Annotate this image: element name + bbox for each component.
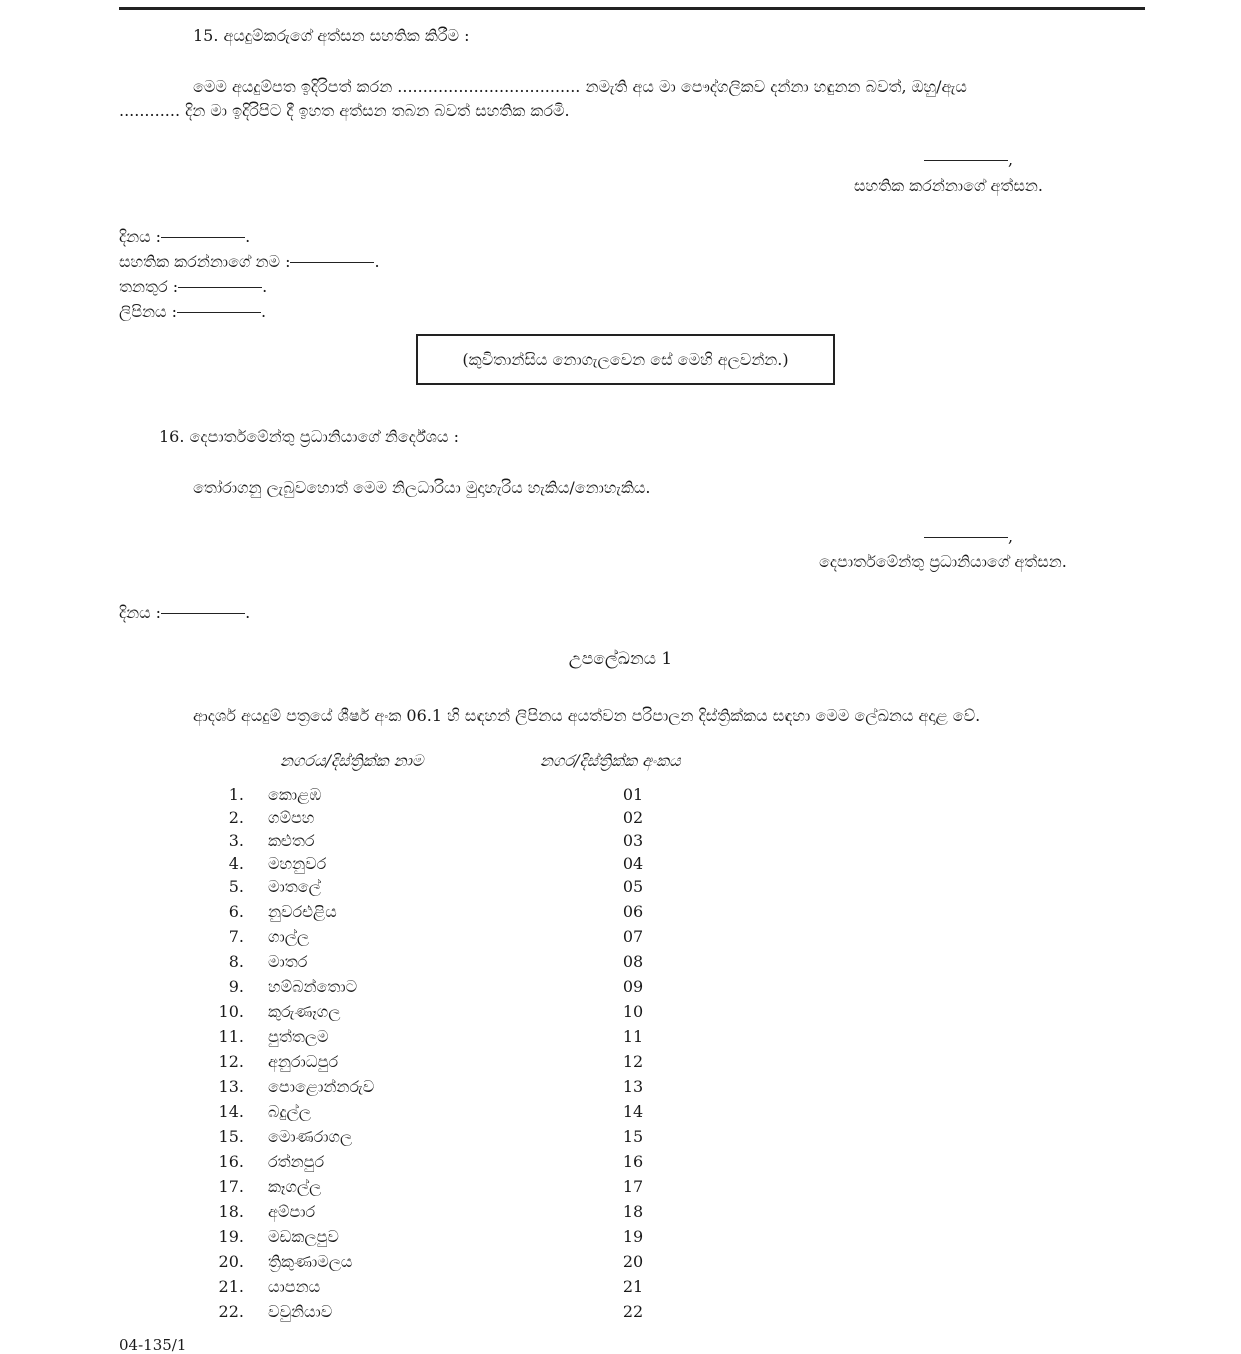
column-header-code: නගර/දිස්ත්‍රික්ක අංකය: [540, 751, 681, 770]
table-row: 7. ගාල්ල 07: [228, 927, 644, 946]
table-row: 3. කළුතර 03: [228, 831, 644, 850]
field-designation: තනතුර : .: [119, 277, 268, 296]
table-row: 4. මහනුවර 04: [228, 854, 644, 873]
head-signature-label: දෙපාර්තමේන්තු ප්‍රධානියාගේ අත්සන.: [819, 552, 1067, 571]
table-row: 5. මාතලේ 05: [228, 877, 644, 896]
field-date-label: දිනය :: [119, 227, 162, 246]
table-row: 15. මොණරාගල 15: [218, 1127, 644, 1146]
field-address-label: ලිපිනය :: [119, 302, 178, 321]
table-row: 20. ත්‍රිකුණාමලය 20: [218, 1252, 644, 1271]
certifier-signature-line: [924, 160, 1008, 161]
table-row: 19. මඩකලපුව 19: [218, 1227, 644, 1246]
field-certifier-name: සහතික කරන්නාගේ නම : .: [119, 252, 380, 271]
field-designation-label: තනතුර :: [119, 277, 179, 296]
field-date: දිනය : .: [119, 227, 251, 246]
field-date-2: දිනය : .: [119, 603, 251, 622]
certifier-signature-label: සහතික කරන්නාගේ අත්සන.: [854, 176, 1043, 195]
table-row: 14. බදුල්ල 14: [218, 1102, 644, 1121]
section-15-paragraph-line-1: මෙම අයදුම්පත ඉදිරිපත් කරන .................................... නමැති අය මා පෞද්ගලිකව දන්නා හඳුනන බවත්, ඔහු/ඇය: [193, 77, 967, 96]
annex-title: උපලේඛනය 1: [568, 649, 673, 669]
table-row: 17. කෑගල්ල 17: [218, 1177, 644, 1196]
field-address: ලිපිනය : .: [119, 302, 267, 321]
table-row: 8. මාතර 08: [228, 952, 644, 971]
table-row: 21. යාපනය 21: [218, 1277, 644, 1296]
table-row: 22. වවුනියාව 22: [218, 1302, 644, 1321]
column-header-name: නගරය/දිස්ත්‍රික්ක නාම: [280, 751, 424, 770]
receipt-paste-box: [416, 334, 835, 385]
footer-page-code: 04-135/1: [119, 1336, 187, 1354]
table-row: 12. අනුරාධපුර 12: [218, 1052, 644, 1071]
table-row: 9. හම්බන්තොට 09: [228, 977, 644, 996]
annex-intro: ආදර්ශ අයදුම් පත්‍රයේ ශීර්ෂ අංක 06.1 හි සඳහන් ලිපිනය අයත්වන පරිපාලන දිස්ත්‍රික්කය සඳහා මෙම ලේඛනය අදාළ වේ.: [193, 706, 981, 725]
table-row: 13. පොළොන්නරුව 13: [218, 1077, 644, 1096]
field-designation-blank[interactable]: [178, 287, 262, 288]
receipt-paste-note: (කුවිතාන්සිය නොගැලවෙන සේ මෙහි අලවන්න.): [462, 349, 789, 369]
head-signature-comma: ,: [1008, 527, 1014, 546]
table-row: 1. කොළඹ 01: [228, 785, 644, 804]
table-row: 6. නුවරඑළිය 06: [228, 902, 644, 921]
table-row: 2. ගම්පහ 02: [228, 808, 644, 827]
top-rule: [119, 7, 1145, 10]
field-date-2-label: දිනය :: [119, 603, 162, 622]
certifier-signature-comma: ,: [1008, 150, 1014, 169]
field-certifier-name-blank[interactable]: [290, 262, 374, 263]
field-certifier-name-label: සහතික කරන්නාගේ නම :: [119, 252, 291, 271]
head-signature-line: [924, 537, 1008, 538]
table-row: 16. රත්නපුර 16: [218, 1152, 644, 1171]
section-16-paragraph: තෝරාගනු ලැබුවහොත් මෙම නිලධාරියා මුදාහැරිය හැකිය/නොහැකිය.: [193, 478, 651, 497]
field-address-blank[interactable]: [177, 312, 261, 313]
section-16-heading: 16. දෙපාර්තමේන්තු ප්‍රධානියාගේ නිර්දේශය :: [159, 427, 459, 446]
field-date-blank[interactable]: [161, 237, 245, 238]
table-row: 18. අම්පාර 18: [218, 1202, 644, 1221]
section-15-paragraph-line-2: ............ දින මා ඉදිරිපිට දී ඉහත අත්සන තබන බවත් සහතික කරමි.: [119, 101, 570, 120]
section-15-heading: 15. අයදුම්කරුගේ අත්සන සහතික කිරීම :: [193, 26, 470, 45]
table-row: 10. කුරුණෑගල 10: [218, 1002, 644, 1021]
table-row: 11. පුත්තලම 11: [218, 1027, 644, 1046]
field-date-2-blank[interactable]: [161, 613, 245, 614]
